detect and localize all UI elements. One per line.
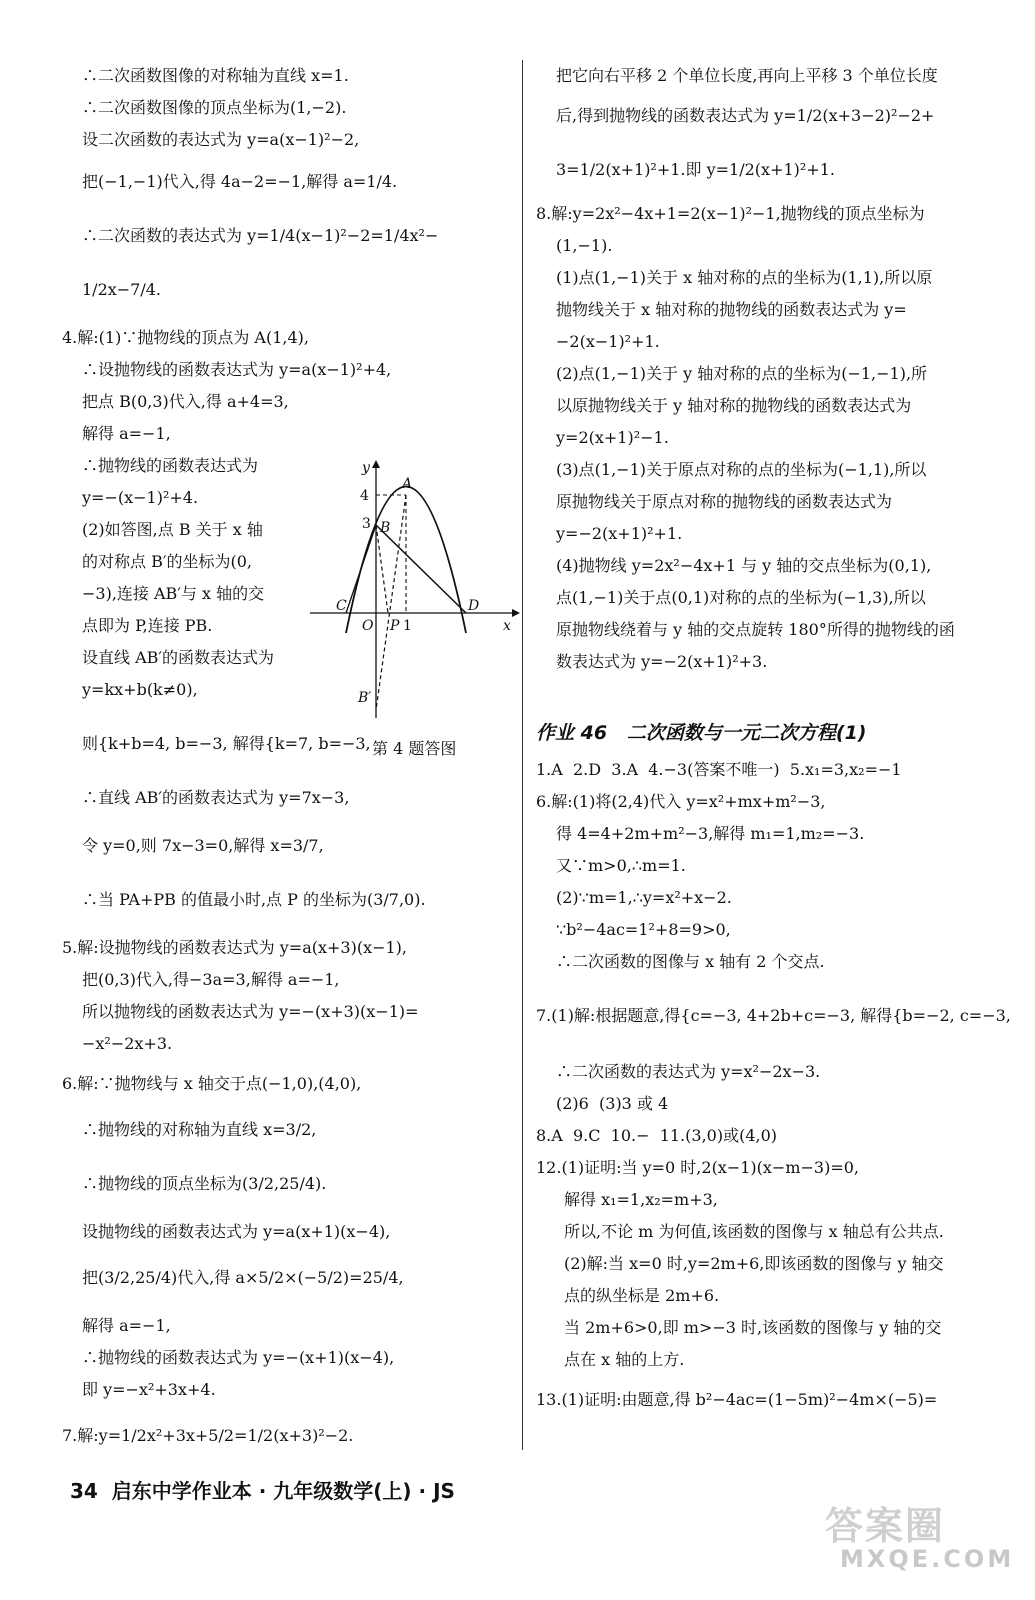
right-text-line: 抛物线关于 x 轴对称的抛物线的函数表达式为 y= (556, 300, 907, 319)
left-text-line: ∴直线 AB′的函数表达式为 y=7x−3, (82, 788, 350, 807)
right-text-line: −2(x−1)²+1. (556, 332, 660, 351)
point-label-a: A (402, 476, 413, 492)
tick-3: 3 (362, 516, 371, 532)
left-text-line: 解得 a=−1, (82, 1316, 171, 1335)
right-text-line: (2)∵m=1,∴y=x²+x−2. (556, 888, 732, 907)
watermark-logo: 答案圈 (825, 1504, 946, 1548)
left-text-line: ∴抛物线的顶点坐标为(3/2,25/4). (82, 1174, 327, 1193)
point-label-b-prime: B′ (358, 690, 372, 706)
right-text-line: y=−2(x+1)²+1. (556, 524, 683, 543)
left-text-line: ∴二次函数图像的对称轴为直线 x=1. (82, 66, 349, 85)
right-text-line: (3)点(1,−1)关于原点对称的点的坐标为(−1,1),所以 (556, 460, 927, 479)
figure-caption: 第 4 题答图 (372, 739, 457, 758)
parabola-figure (300, 450, 520, 740)
page-footer: 34 启东中学作业本 · 九年级数学(上) · JS (70, 1479, 455, 1503)
left-text-line: 6.解:∵抛物线与 x 轴交于点(−1,0),(4,0), (62, 1074, 362, 1093)
right-text-line: 后,得到抛物线的函数表达式为 y=1/2(x+3−2)²−2+ (556, 106, 935, 125)
point-label-p: P (390, 618, 400, 634)
left-text-line: 7.解:y=1/2x²+3x+5/2=1/2(x+3)²−2. (62, 1426, 354, 1445)
right-text-line: ∴二次函数的表达式为 y=x²−2x−3. (556, 1062, 821, 1081)
right-text-line: 得 4=4+2m+m²−3,解得 m₁=1,m₂=−3. (556, 824, 865, 843)
left-text-line: ∴抛物线的函数表达式为 y=−(x+1)(x−4), (82, 1348, 395, 1367)
left-text-line: −x²−2x+3. (82, 1034, 173, 1053)
right-text-line: ∴二次函数的图像与 x 轴有 2 个交点. (556, 952, 825, 971)
right-text-line: 点在 x 轴的上方. (564, 1350, 685, 1369)
left-text-line: ∴设抛物线的函数表达式为 y=a(x−1)²+4, (82, 360, 392, 379)
right-text-line: 7.(1)解:根据题意,得{c=−3, 4+2b+c=−3, 解得{b=−2, c=−3, (536, 1006, 1011, 1025)
right-text-line: (1)点(1,−1)关于 x 轴对称的点的坐标为(1,1),所以原 (556, 268, 933, 287)
point-label-b: B (380, 520, 391, 536)
right-text-line: 原抛物线绕着与 y 轴的交点旋转 180°所得的抛物线的函 (556, 620, 955, 639)
left-text-line: −3),连接 AB′与 x 轴的交 (82, 584, 265, 603)
right-text-line: (2)解:当 x=0 时,y=2m+6,即该函数的图像与 y 轴交 (564, 1254, 944, 1273)
left-text-line: 把(0,3)代入,得−3a=3,解得 a=−1, (82, 970, 340, 989)
left-text-line: ∴二次函数图像的顶点坐标为(1,−2). (82, 98, 347, 117)
left-text-line: 把点 B(0,3)代入,得 a+4=3, (82, 392, 289, 411)
left-text-line: 则{k+b=4, b=−3, 解得{k=7, b=−3, (82, 734, 371, 753)
left-text-line: 设直线 AB′的函数表达式为 (82, 648, 275, 667)
left-text-line: (2)如答图,点 B 关于 x 轴 (82, 520, 263, 539)
right-text-line: y=2(x+1)²−1. (556, 428, 669, 447)
right-text-line: 解得 x₁=1,x₂=m+3, (564, 1190, 718, 1209)
right-text-line: 8.A 9.C 10.− 11.(3,0)或(4,0) (536, 1126, 778, 1145)
axis-label-y: y (362, 460, 370, 476)
left-text-line: 解得 a=−1, (82, 424, 171, 443)
tick-1: 1 (403, 618, 412, 634)
point-label-d: D (468, 598, 480, 614)
right-text-line: (2)6 (3)3 或 4 (556, 1094, 669, 1113)
left-text-line: 令 y=0,则 7x−3=0,解得 x=3/7, (82, 836, 324, 855)
right-text-line: 8.解:y=2x²−4x+1=2(x−1)²−1,抛物线的顶点坐标为 (536, 204, 925, 223)
left-text-line: 5.解:设抛物线的函数表达式为 y=a(x+3)(x−1), (62, 938, 408, 957)
right-text-line: ∵b²−4ac=1²+8=9>0, (556, 920, 731, 939)
right-text-line: 3=1/2(x+1)²+1.即 y=1/2(x+1)²+1. (556, 160, 835, 179)
right-text-line: 数表达式为 y=−2(x+1)²+3. (556, 652, 768, 671)
left-text-line: 的对称点 B′的坐标为(0, (82, 552, 252, 571)
left-text-line: 1/2x−7/4. (82, 280, 162, 299)
origin-label: O (362, 618, 374, 634)
left-text-line: ∴当 PA+PB 的值最小时,点 P 的坐标为(3/7,0). (82, 890, 426, 909)
left-text-line: 把(−1,−1)代入,得 4a−2=−1,解得 a=1/4. (82, 172, 398, 191)
column-divider (522, 60, 523, 1450)
left-text-line: 即 y=−x²+3x+4. (82, 1380, 216, 1399)
right-text-line: 当 2m+6>0,即 m>−3 时,该函数的图像与 y 轴的交 (564, 1318, 942, 1337)
right-text-line: 所以,不论 m 为何值,该函数的图像与 x 轴总有公共点. (564, 1222, 944, 1241)
left-text-line: 把(3/2,25/4)代入,得 a×5/2×(−5/2)=25/4, (82, 1268, 404, 1287)
right-text-line: 原抛物线关于原点对称的抛物线的函数表达式为 (556, 492, 893, 511)
right-text-line: 6.解:(1)将(2,4)代入 y=x²+mx+m²−3, (536, 792, 826, 811)
left-text-line: 设抛物线的函数表达式为 y=a(x+1)(x−4), (82, 1222, 391, 1241)
right-text-line: (1,−1). (556, 236, 613, 255)
watermark-url: MXQE.COM (840, 1545, 1015, 1573)
left-text-line: ∴抛物线的对称轴为直线 x=3/2, (82, 1120, 317, 1139)
left-text-line: ∴二次函数的表达式为 y=1/4(x−1)²−2=1/4x²− (82, 226, 439, 245)
left-text-line: 设二次函数的表达式为 y=a(x−1)²−2, (82, 130, 360, 149)
left-text-line: y=−(x−1)²+4. (82, 488, 199, 507)
point-label-c: C (336, 598, 347, 614)
right-text-line: (2)点(1,−1)关于 y 轴对称的点的坐标为(−1,−1),所 (556, 364, 928, 383)
right-text-line: (4)抛物线 y=2x²−4x+1 与 y 轴的交点坐标为(0,1), (556, 556, 932, 575)
right-text-line: 以原抛物线关于 y 轴对称的抛物线的函数表达式为 (556, 396, 912, 415)
axis-label-x: x (503, 618, 511, 634)
section-heading: 作业 46 二次函数与一元二次方程(1) (536, 722, 867, 744)
tick-4: 4 (360, 488, 369, 504)
right-text-line: 1.A 2.D 3.A 4.−3(答案不唯一) 5.x₁=3,x₂=−1 (536, 760, 902, 779)
left-text-line: 4.解:(1)∵抛物线的顶点为 A(1,4), (62, 328, 309, 347)
right-text-line: 点(1,−1)关于点(0,1)对称的点的坐标为(−1,3),所以 (556, 588, 926, 607)
right-text-line: 把它向右平移 2 个单位长度,再向上平移 3 个单位长度 (556, 66, 938, 85)
left-text-line: y=kx+b(k≠0), (82, 680, 198, 699)
right-text-line: 点的纵坐标是 2m+6. (564, 1286, 720, 1305)
left-text-line: ∴抛物线的函数表达式为 (82, 456, 259, 475)
right-text-line: 12.(1)证明:当 y=0 时,2(x−1)(x−m−3)=0, (536, 1158, 860, 1177)
left-text-line: 所以抛物线的函数表达式为 y=−(x+3)(x−1)= (82, 1002, 419, 1021)
left-text-line: 点即为 P,连接 PB. (82, 616, 213, 635)
right-text-line: 13.(1)证明:由题意,得 b²−4ac=(1−5m)²−4m×(−5)= (536, 1390, 938, 1409)
right-text-line: 又∵m>0,∴m=1. (556, 856, 686, 875)
